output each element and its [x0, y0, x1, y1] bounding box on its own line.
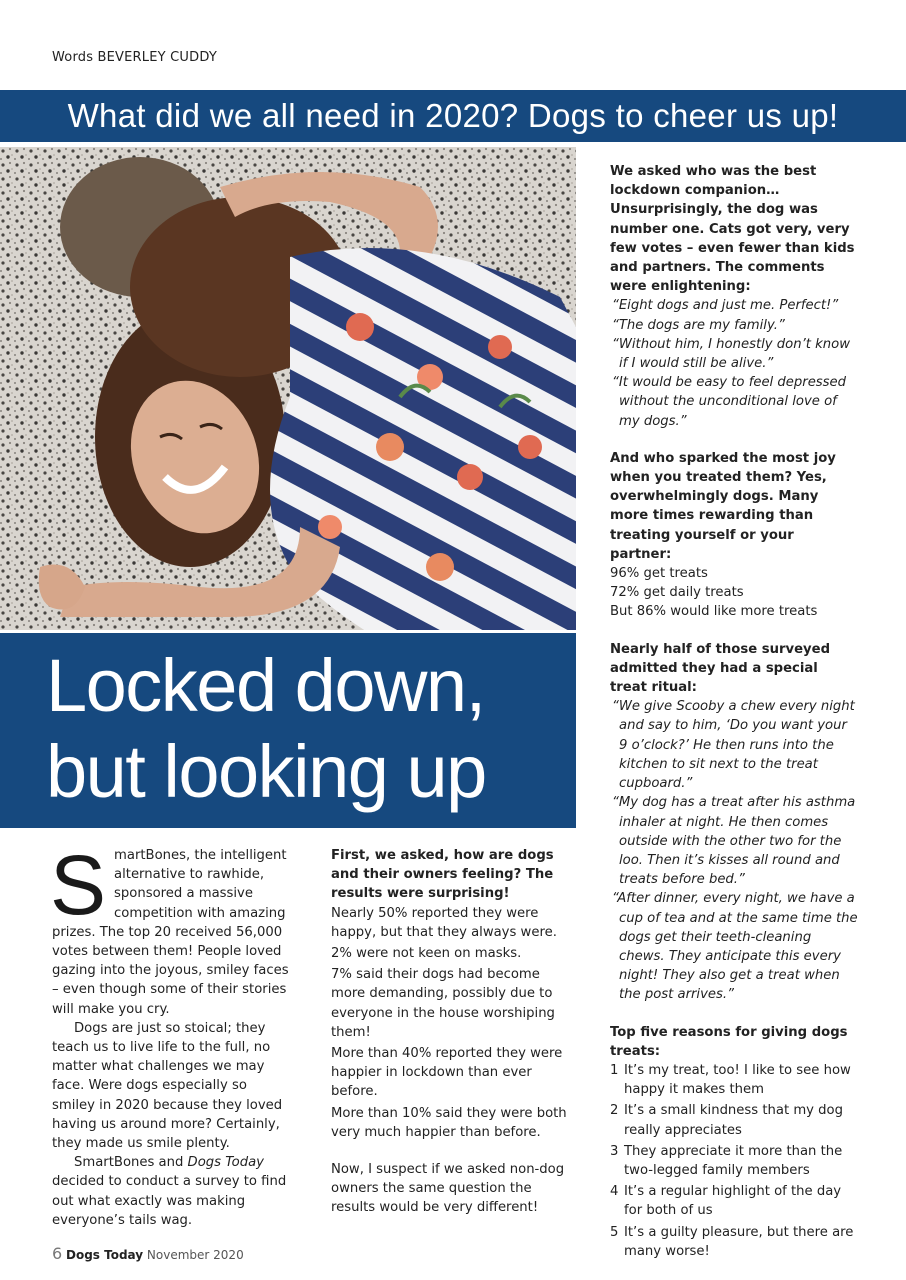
quote-3: “Without him, I honestly don’t know if I would still be alive.”	[612, 336, 850, 372]
ritual-quote-1: “We give Scooby a chew every night and say to him, ‘Do you want your 9 o’clock?’ He then runs into the kitchen to sit next to the treat cupboard.”	[612, 699, 855, 792]
treat-stat-2: 72% get daily treats	[610, 585, 744, 601]
paragraph-2: Dogs are just so stoical; they teach us to live life to the full, no matter what challenges we may face. Were dogs especially so smiley in 2020 because they loved having us around more? Certainly, they made us smile plenty.	[52, 1020, 283, 1152]
list-item	[610, 1223, 858, 1261]
page-number: 6	[52, 1244, 63, 1263]
p3-start: SmartBones and	[74, 1155, 188, 1171]
quote-1: “Eight dogs and just me. Perfect!”	[612, 298, 839, 314]
treat-stat-3: But 86% would like more treats	[610, 604, 818, 620]
list-item	[610, 1061, 858, 1099]
joy-heading: And who sparked the most joy when you treated them? Yes, overwhelmingly dogs. Many more times rewarding than treating yourself or your partner:	[610, 450, 836, 562]
issue-date: November 2020	[143, 1248, 244, 1262]
title-line-1: Locked down,	[46, 644, 485, 727]
magazine-title: Dogs Today	[66, 1248, 144, 1262]
p3-end: decided to conduct a survey to find out what exactly was making everyone’s tails wag.	[52, 1174, 287, 1228]
section-banner: What did we all need in 2020? Dogs to cheer us up!	[0, 90, 906, 142]
stat-3: 7% said their dogs had become more demanding, possibly due to everyone in the house worshiping them!	[331, 967, 555, 1040]
list-text: It’s a small kindness that my dog really appreciates	[624, 1103, 843, 1138]
reasons-heading: Top five reasons for giving dogs treats:	[610, 1024, 848, 1059]
list-number: 4	[610, 1184, 619, 1200]
ritual-quote-2: “My dog has a treat after his asthma inhaler at night. He then comes outside with the other two for the loo. Then it’s kisses all round and treats before bed.”	[612, 795, 856, 888]
intro-paragraph	[50, 838, 292, 1019]
list-text: It’s my treat, too! I like to see how happy it makes them	[624, 1062, 851, 1098]
list-item	[610, 1101, 858, 1139]
stat-2: 2% were not keen on masks.	[331, 946, 522, 962]
companion-heading: We asked who was the best lockdown companion… Unsurprisingly, the dog was number one. Cats got very, very few votes – even fewer than kids and partners. The comments were enlightening:	[610, 164, 855, 295]
column-2	[331, 846, 569, 1218]
drop-cap: S	[50, 838, 107, 932]
list-item	[610, 1182, 858, 1220]
column-1	[50, 838, 292, 1230]
list-number: 5	[610, 1224, 619, 1240]
intro-text: martBones, the intelligent alternative to rawhide, sponsored a massive competition with amazing prizes. The top 20 received 56,000 votes between them! People loved gazing into the joyous, smiley faces – even though some of their stories will make you cry.	[52, 848, 289, 1017]
stat-5: More than 10% said they were both very much happier than before.	[331, 1105, 567, 1140]
closing-remark: Now, I suspect if we asked non-dog owners the same question the results would be very different!	[331, 1162, 565, 1216]
list-text: It’s a guilty pleasure, but there are many worse!	[624, 1224, 854, 1259]
ritual-heading: Nearly half of those surveyed admitted they had a special treat ritual:	[610, 641, 831, 696]
list-number: 3	[610, 1143, 619, 1159]
stat-4: More than 40% reported they were happier in lockdown than ever before.	[331, 1046, 563, 1100]
list-number: 2	[610, 1103, 619, 1119]
ritual-quote-3: “After dinner, every night, we have a cup of tea and at the same time the dogs get their teeth-cleaning chews. They anticipate this every night! They also get a treat when the post arrives.”	[612, 891, 858, 1003]
column-3	[610, 162, 858, 1261]
title-line-2: but looking up	[46, 730, 486, 813]
survey-heading-1: First, we asked, how are dogs and their owners feeling? The results were surprising!	[331, 848, 554, 902]
hero-photo	[0, 147, 576, 630]
article-title	[0, 633, 576, 828]
byline: Words BEVERLEY CUDDY	[52, 50, 217, 65]
quote-2: “The dogs are my family.”	[612, 317, 785, 333]
treat-stat-1: 96% get treats	[610, 566, 708, 582]
magazine-name: Dogs Today	[187, 1155, 264, 1171]
quote-4: “It would be easy to feel depressed without the unconditional love of my dogs.”	[612, 375, 847, 429]
stat-1: Nearly 50% reported they were happy, but that they always were.	[331, 905, 557, 940]
list-text: They appreciate it more than the two-legged family members	[624, 1143, 843, 1178]
list-item	[610, 1142, 858, 1180]
paragraph-3	[52, 1153, 292, 1230]
reasons-list	[610, 1061, 858, 1261]
list-number: 1	[610, 1062, 619, 1078]
list-text: It’s a regular highlight of the day for both of us	[624, 1184, 842, 1219]
page-footer	[52, 1244, 244, 1263]
